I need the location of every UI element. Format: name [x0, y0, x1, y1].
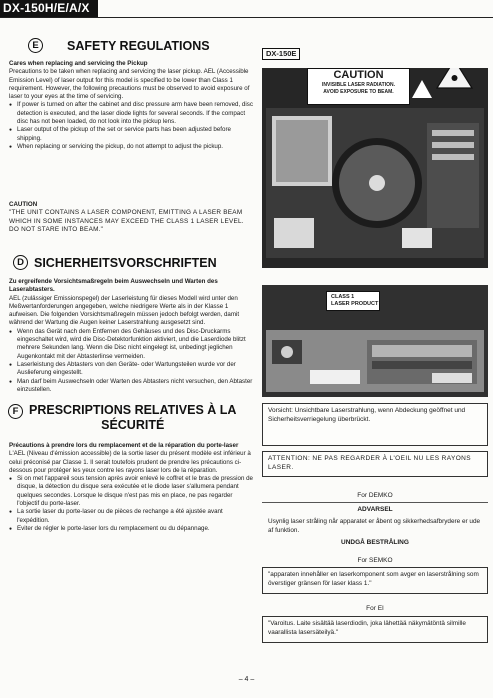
list-item: ● Si on met l'appareil sous tension après avoir enlevé le coffret et le bras de pression de disque, la détection du disque sera exécutée et le diode laser s'allumera pendant quelques secondes. Lorsque le disque n'est pas mis en place, ne pas regarder l'objectif du porte-laser. — [9, 475, 254, 508]
section-title-english — [28, 38, 210, 53]
advarsel-heading: ADVARSEL — [357, 506, 393, 513]
model-header: DX-150H/E/A/X — [0, 0, 98, 17]
swedish-warning-box: "apparaten innehåller en laserkomponent som avger en laserstrålning som överstiger gränsen för laser klass 1." — [262, 567, 488, 594]
german-subtitle: Zu ergreifende Vorsichtsmaßregeln beim Auswechseln und Warten des Laserabtasters. — [9, 278, 218, 294]
caution-label — [307, 68, 410, 105]
french-bullets — [9, 475, 254, 533]
language-badge-d: D — [13, 255, 28, 270]
list-item: ● Eviter de régler le porte-laser lors du remplacement ou du dépannage. — [9, 525, 254, 533]
class1-label-line2: LASER PRODUCT — [331, 301, 379, 307]
french-intro: L'AEL (Niveau d'émission accessible) de la sortie laser du présent modèle est inférieur à celui préconisé par Classe 1. Il serait toutefois prudent de prendre les précautions ci-dessous pour protéger les yeux contre les rayons laser lors de la réparation. — [9, 450, 251, 474]
demko-label: For DEMKO — [357, 492, 393, 499]
french-body — [9, 442, 254, 533]
divider — [262, 502, 488, 503]
class1-laser-label — [326, 291, 380, 311]
german-bullets — [9, 328, 254, 394]
french-title-line1: PRESCRIPTIONS RELATIVES À LA — [29, 403, 237, 417]
list-item: ● Wenn das Gerät nach dem Entfernen des Gehäuses und des Disc-Druckarms eingeschaltet wird, wird die Disc-Detektorfunktion aktiviert, und die Laserdiode blitzt mehrere Sekunden lang. Wenn die Disc nicht eingelegt ist, unbedingt jeglichen Augenkontakt mit der Abtasterlinse vermeiden. — [9, 328, 254, 361]
page-number: – 4 – — [238, 676, 255, 683]
language-badge-e: E — [28, 38, 43, 53]
german-title: SICHERHEITSVORSCHRIFTEN — [34, 255, 217, 270]
caution-label-line1: INVISIBLE LASER RADIATION. — [322, 82, 395, 88]
french-subtitle: Précautions à prendre lors du remplacement et de la réparation du porte-laser — [9, 442, 239, 449]
english-intro: Precautions to be taken when replacing and servicing the laser pickup. AEL (Accessible Emission Level) of laser output for this model is specified to be lower than Class 1 requirement. However, the following precautions must be observed to avoid exposure of laser to your eyes at the time of servicing. — [9, 68, 250, 101]
german-intro: AEL (zulässiger Emissionspegel) der Laserleistung für dieses Modell wird unter den Meßwertanforderungen angegeben, welche niedrigere Werte als in der Klasse 1 aufweisen. Die folgenden Vorsichtsmaßregeln müssen jedoch befolgt werden, damit während der Wartung die Augen keiner Laserstrahlung ausgesetzt sind. — [9, 294, 240, 327]
english-title: SAFETY REGULATIONS — [67, 38, 210, 53]
french-warning-box: ATTENTION: NE PAS REGARDER À L'OEIL NU LES RAYONS LASER. — [262, 451, 488, 477]
ei-label: For EI — [366, 605, 384, 612]
class1-label-line1: CLASS 1 — [331, 294, 355, 300]
english-caution — [9, 201, 254, 235]
german-body — [9, 278, 254, 394]
german-warning-box: Vorsicht: Unsichtbare Laserstrahlung, wenn Abdeckung geöffnet und Sicherheitsverriegelung überbrückt. — [262, 403, 488, 446]
header-rule — [0, 17, 493, 18]
semko-label: For SEMKO — [357, 557, 393, 564]
section-title-french — [8, 403, 236, 433]
french-title-line2: SÉCURITÉ — [101, 418, 165, 432]
undga-heading: UNDGÅ BESTRÅLING — [341, 539, 409, 546]
list-item: ● If power is turned on after the cabinet and disc pressure arm have been removed, disc detection is executed, and the laser diode lights for several seconds. If the compact disc has not been loaded, do not look into the pickup lens. — [9, 101, 254, 126]
list-item: ● La sortie laser du porte-laser ou de pièces de rechange a été ajustée avant l'expédition. — [9, 508, 254, 525]
english-subtitle: Cares when replacing and servicing the Pickup — [9, 60, 148, 67]
language-badge-f: F — [8, 404, 23, 419]
list-item: ● Man darf beim Auswechseln oder Warten des Abtasters nicht versuchen, den Abtaster einzustellen. — [9, 378, 254, 395]
list-item: ● Laserleistung des Abtasters von den Geräte- oder Wartungsteilen wurde vor der Auslieferung eingestellt. — [9, 361, 254, 378]
section-title-german — [13, 255, 217, 270]
finnish-warning-box: "Varoitus. Laite sisältää laserdiodin, joka lähettää näkymätöntä silmille vaarallista lasersäteilyä." — [262, 616, 488, 643]
english-body — [9, 60, 254, 151]
danish-warning-text: Usynlig laser stråling når apparatet er åbent og sikkerhedsafbrydere er ude af funktion. — [268, 518, 481, 534]
english-bullets — [9, 101, 254, 151]
caution-label-title: CAUTION — [333, 69, 384, 81]
model-tag: DX-150E — [262, 48, 300, 60]
caution-heading: CAUTION — [9, 201, 38, 208]
caution-label-line2: AVOID EXPOSURE TO BEAM. — [323, 88, 394, 95]
list-item: ● When replacing or servicing the pickup, do not attempt to adjust the pickup. — [9, 143, 254, 151]
caution-text: "THE UNIT CONTAINS A LASER COMPONENT, EMITTING A LASER BEAM WHICH IN SOME INSTANCES MAY EXCEED THE CLASS 1 LASER LEVEL. DO NOT STARE INTO BEAM." — [9, 209, 244, 234]
list-item: ● Laser output of the pickup of the set or service parts has been adjusted before shipping. — [9, 126, 254, 143]
